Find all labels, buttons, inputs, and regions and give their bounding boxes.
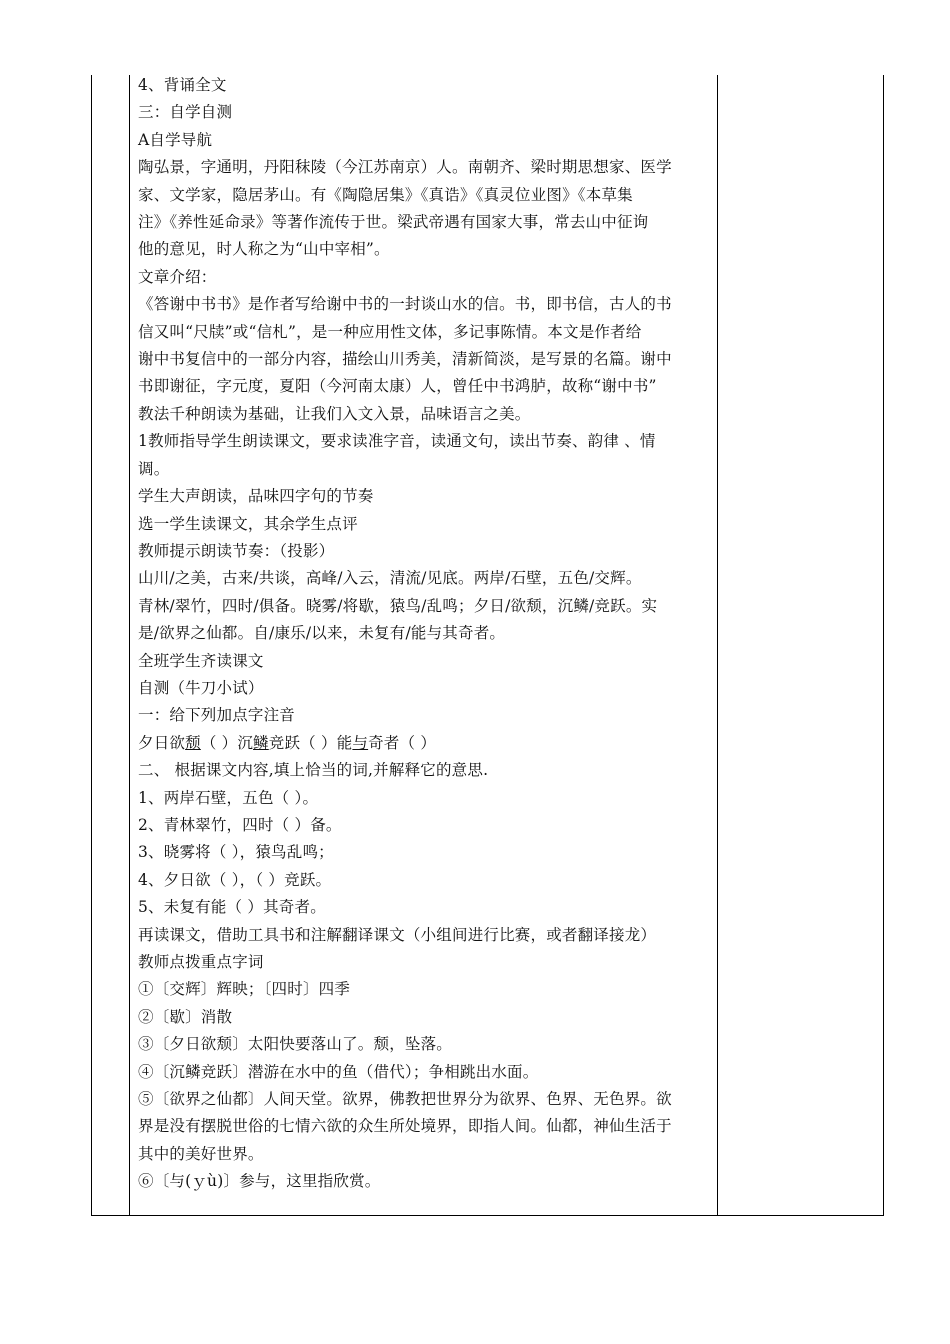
quiz-heading: 自测（牛刀小试）	[138, 678, 264, 697]
text-line: 教法千种朗读为基础，让我们入文入景，品味语言之美。	[138, 404, 531, 423]
marked-char: 与	[352, 733, 369, 752]
table-border-bottom	[91, 1215, 884, 1216]
vocab-note: ④〔沉鳞竞跃〕潜游在水中的鱼（借代）；争相跳出水面。	[138, 1062, 539, 1081]
rhythm-line: 山川/之美，古来/共谈，高峰/入云，清流/见底。两岸/石壁，五色/交辉。	[138, 569, 642, 588]
pinyin-quiz-line: 夕日欲颓（ ）沉鳞竞跃（ ）能与奇者（ ）	[138, 733, 437, 752]
table-divider-2	[717, 75, 718, 1216]
answer-blank: （ ）	[200, 733, 238, 752]
fill-blank-item: 2、青林翠竹，四时（ ）备。	[138, 815, 342, 834]
table-border-right	[883, 75, 884, 1216]
text-line: 再读课文，借助工具书和注解翻译课文（小组间进行比赛，或者翻译接龙）	[138, 925, 657, 944]
marked-char: 鳞	[253, 733, 269, 752]
text-line: 书即谢征，字元度，夏阳（今河南太康）人，曾任中书鸿胪，故称“谢中书”	[138, 377, 657, 396]
section-heading: 三：自学自测	[138, 103, 233, 122]
text-line: 陶弘景，字通明，丹阳秣陵（今江苏南京）人。南朝齐、梁时期思想家、医学	[138, 158, 672, 177]
lesson-content	[138, 72, 712, 1196]
table-divider-1	[129, 75, 130, 1216]
text-line: 调。	[138, 459, 170, 478]
marked-char: 颓	[185, 733, 201, 752]
vocab-note: ②〔歇〕消散	[138, 1007, 233, 1026]
text-line: 信又叫“尺牍”或“信札”，是一种应用性文体，多记事陈情。本文是作者给	[138, 322, 642, 341]
table-border-left	[91, 75, 92, 1216]
subsection-heading: A自学导航	[138, 130, 213, 149]
vocab-note: ①〔交辉〕辉映；〔四时〕四季	[138, 980, 351, 999]
text-line: 4、背诵全文	[138, 76, 227, 94]
fill-blank-item: 5、未复有能（ ）其奇者。	[138, 898, 326, 917]
vocab-note: 界是没有摆脱世俗的七情六欲的众生所处境界，即指人间。仙都，神仙生活于	[138, 1117, 672, 1136]
fill-blank-item: 4、夕日欲（ ），（ ）竞跃。	[138, 870, 332, 889]
text-line: 1教师指导学生朗读课文，要求读准字音，读通文句，读出节奏、韵律 、情	[138, 432, 656, 451]
fill-blank-item: 1、两岸石壁，五色（ ）。	[138, 788, 319, 807]
answer-blank: （ ）	[300, 733, 337, 752]
fill-blank-item: 3、晓雾将（ ），猿鸟乱鸣；	[138, 843, 334, 862]
text-line: 学生大声朗读，品味四字句的节奏	[138, 487, 374, 506]
text-line: 选一学生读课文，其余学生点评	[138, 514, 358, 533]
text-line: 注》《养性延命录》等著作流传于世。梁武帝遇有国家大事，常去山中征询	[138, 213, 649, 232]
answer-blank: （ ）	[399, 733, 437, 752]
text-line: 家、文学家，隐居茅山。有《陶隐居集》《真诰》《真灵位业图》《本草集	[138, 185, 633, 204]
vocab-note: ⑤〔欲界之仙都〕人间天堂。欲界，佛教把世界分为欲界、色界、无色界。欲	[138, 1090, 672, 1109]
quiz-question: 一：给下列加点字注音	[138, 706, 296, 725]
text-line: 全班学生齐读课文	[138, 651, 264, 670]
text-line: 谢中书复信中的一部分内容，描绘山川秀美，清新简淡，是写景的名篇。谢中	[138, 350, 672, 369]
text-line: 《答谢中书书》是作者写给谢中书的一封谈山水的信。书，即书信，古人的书	[138, 295, 672, 314]
subsection-heading: 文章介绍：	[138, 267, 217, 286]
text-line: 教师点拨重点字词	[138, 953, 264, 971]
vocab-note: ③〔夕日欲颓〕太阳快要落山了。颓，坠落。	[138, 1035, 453, 1054]
vocab-note: 其中的美好世界。	[138, 1144, 264, 1163]
text-line: 他的意见，时人称之为“山中宰相”。	[138, 240, 390, 259]
rhythm-line: 是/欲界之仙都。自/康乐/以来，未复有/能与其奇者。	[138, 624, 506, 643]
text-line: 教师提示朗读节奏：（投影）	[138, 541, 335, 560]
rhythm-line: 青林/翠竹，四时/俱备。晓雾/将歇，猿鸟/乱鸣；夕日/欲颓，沉鳞/竞跃。实	[138, 596, 658, 615]
quiz-question: 二、 根据课文内容,填上恰当的词,并解释它的意思.	[138, 761, 489, 780]
vocab-note: ⑥〔与(ｙù)〕参与，这里指欣赏。	[138, 1172, 381, 1191]
